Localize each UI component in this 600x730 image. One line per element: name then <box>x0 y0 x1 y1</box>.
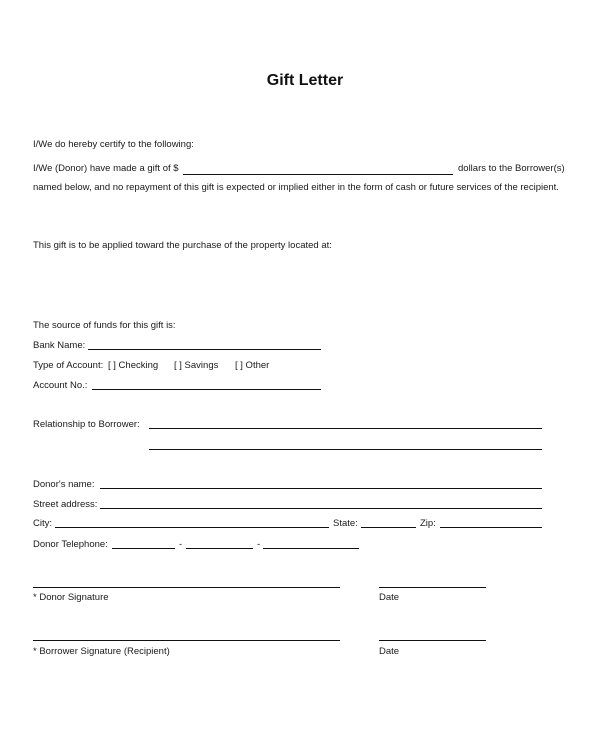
street-address-label: Street address: <box>33 499 98 510</box>
relationship-line-1[interactable] <box>149 428 542 429</box>
phone-prefix-line[interactable] <box>186 548 253 549</box>
document-title: Gift Letter <box>266 72 344 89</box>
account-option-checking[interactable]: [ ] Checking <box>108 360 159 371</box>
street-address-line[interactable] <box>100 508 542 509</box>
donor-gift-suffix: dollars to the Borrower(s) <box>458 163 565 174</box>
city-line[interactable] <box>55 527 329 528</box>
borrower-signature-line[interactable] <box>33 640 340 641</box>
donor-date-line[interactable] <box>379 587 486 588</box>
borrower-signature-label: * Borrower Signature (Recipient) <box>33 646 170 657</box>
donor-date-label: Date <box>379 592 400 603</box>
bank-name-label: Bank Name: <box>33 340 86 351</box>
state-label: State: <box>333 518 358 529</box>
borrower-date-line[interactable] <box>379 640 486 641</box>
donor-telephone-label: Donor Telephone: <box>33 539 108 550</box>
applied-toward-text: This gift is to be applied toward the purchase of the property located at: <box>33 240 332 251</box>
account-option-savings[interactable]: [ ] Savings <box>174 360 219 371</box>
account-option-other[interactable]: [ ] Other <box>235 360 270 371</box>
borrower-date-label: Date <box>379 646 400 657</box>
account-no-label: Account No.: <box>33 380 88 391</box>
donors-name-label: Donor's name: <box>33 479 95 490</box>
donors-name-line[interactable] <box>100 488 542 489</box>
bank-name-line[interactable] <box>88 349 321 350</box>
certify-text: I/We do hereby certify to the following: <box>33 139 194 150</box>
gift-amount-line[interactable] <box>183 174 453 175</box>
source-of-funds-text: The source of funds for this gift is: <box>33 320 176 331</box>
city-label: City: <box>33 518 52 529</box>
relationship-line-2[interactable] <box>149 449 542 450</box>
phone-dash-1: - <box>179 539 183 550</box>
phone-dash-2: - <box>257 539 261 550</box>
donor-signature-line[interactable] <box>33 587 340 588</box>
donor-gift-prefix: I/We (Donor) have made a gift of $ <box>33 163 179 174</box>
phone-area-line[interactable] <box>112 548 175 549</box>
state-line[interactable] <box>361 527 416 528</box>
donor-signature-label: * Donor Signature <box>33 592 109 603</box>
type-of-account-label: Type of Account: <box>33 360 104 371</box>
named-below-text: named below, and no repayment of this gift is expected or implied either in the form of cash or future services of the recipient. <box>33 182 559 193</box>
zip-label: Zip: <box>420 518 436 529</box>
zip-line[interactable] <box>440 527 542 528</box>
account-no-line[interactable] <box>92 389 321 390</box>
phone-number-line[interactable] <box>263 548 359 549</box>
relationship-label: Relationship to Borrower: <box>33 419 140 430</box>
